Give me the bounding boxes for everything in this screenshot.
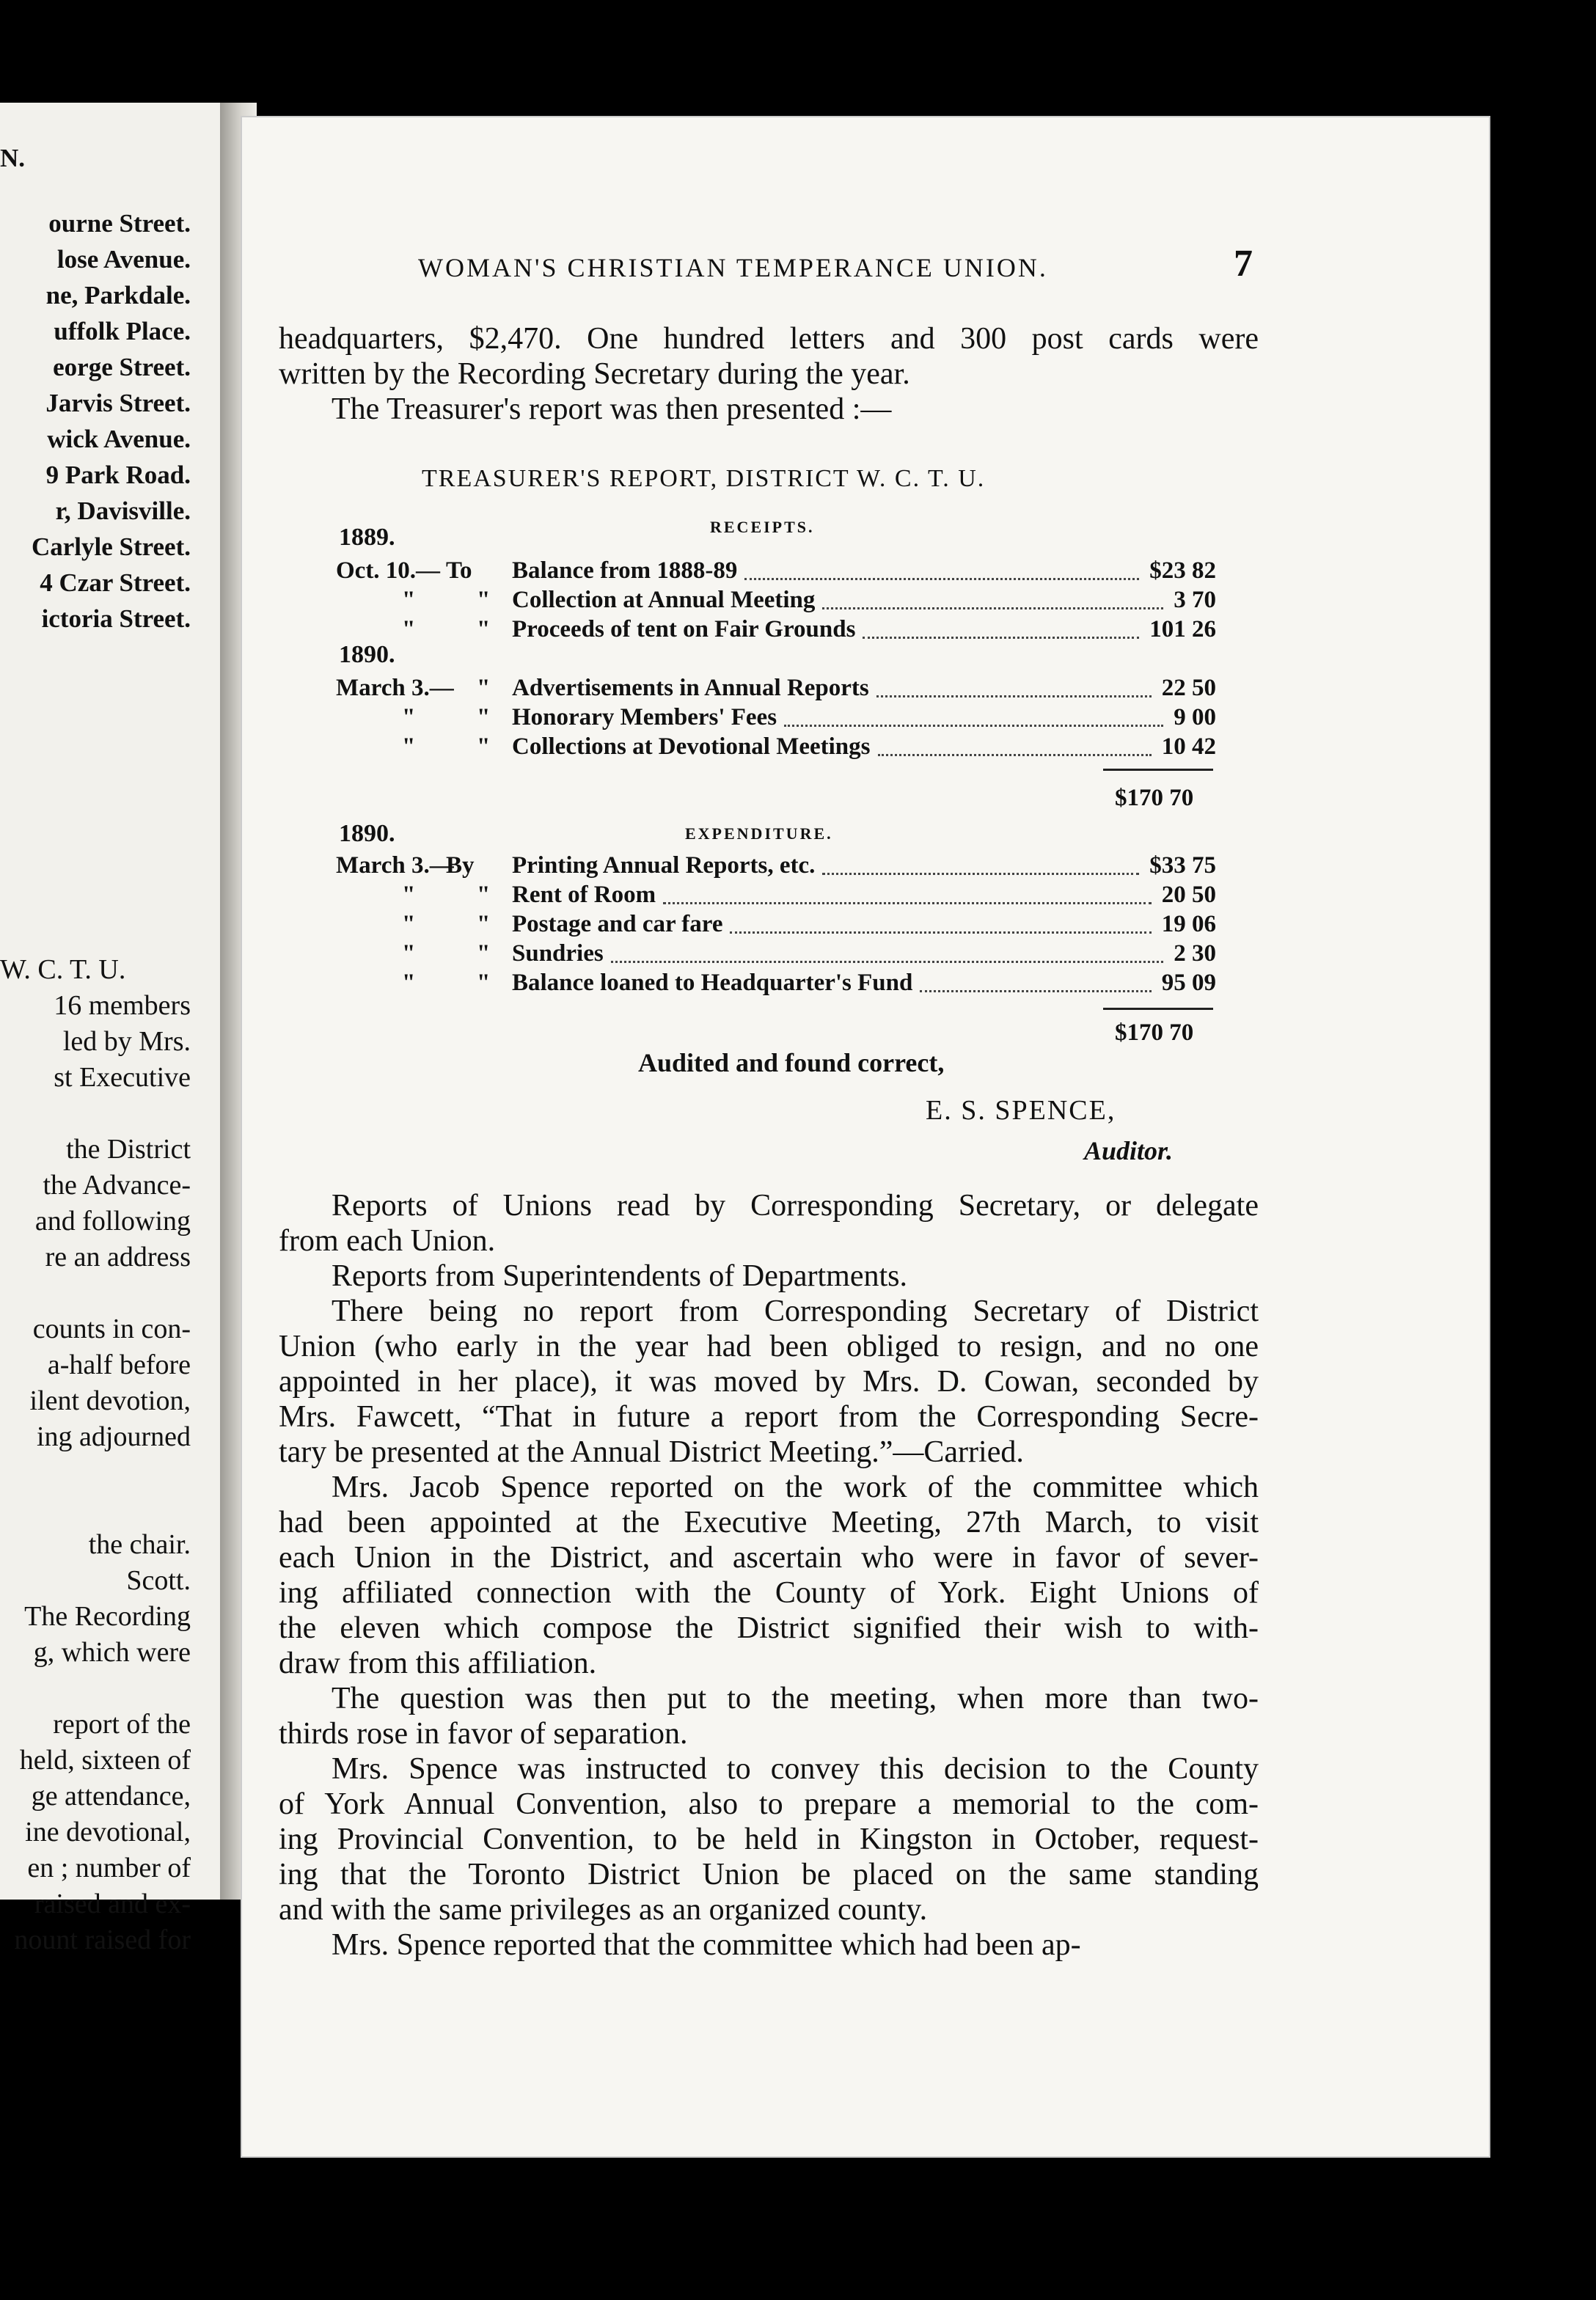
ledger-item: Sundries bbox=[512, 940, 604, 967]
ledger-to: By bbox=[446, 852, 475, 879]
text-line: Reports from Superintendents of Departments. bbox=[332, 1259, 907, 1293]
leader-dots bbox=[863, 637, 1139, 639]
ledger-row bbox=[336, 587, 1216, 616]
ledger-year: 1889. bbox=[339, 524, 395, 551]
text-line: tary be presented at the Annual District Meeting.”—Carried. bbox=[279, 1435, 1024, 1469]
report-title: TREASURER'S REPORT, DISTRICT W. C. T. U. bbox=[422, 465, 986, 492]
left-page-line: 16 members bbox=[54, 990, 191, 1021]
ledger-date: Oct. 10.— bbox=[336, 557, 441, 584]
ledger-row bbox=[336, 970, 1216, 999]
text-line: ing affiliated connection with the County of York. Eight Unions of bbox=[279, 1576, 1259, 1610]
leader-dots bbox=[730, 931, 1152, 934]
ledger-amount: 9 00 bbox=[1174, 704, 1216, 730]
text-line: and with the same privileges as an organized county. bbox=[279, 1893, 928, 1927]
left-page-line: led by Mrs. bbox=[62, 1026, 191, 1057]
left-page-line: nount raised for bbox=[14, 1924, 191, 1955]
text-line: appointed in her place), it was moved by Mrs. D. Cowan, seconded by bbox=[279, 1365, 1259, 1399]
leader-dots bbox=[663, 902, 1152, 904]
left-page-line: ne, Parkdale. bbox=[45, 281, 191, 310]
ledger-date: " bbox=[402, 587, 416, 613]
left-page-line: held, sixteen of bbox=[19, 1745, 191, 1776]
ledger-row bbox=[336, 911, 1216, 940]
text-line: Mrs. Fawcett, “That in future a report from the Corresponding Secre- bbox=[279, 1400, 1259, 1434]
ledger-row bbox=[336, 675, 1216, 704]
ledger-item: Collection at Annual Meeting bbox=[512, 587, 816, 613]
left-page-line: the District bbox=[66, 1134, 191, 1165]
left-page-line: 9 Park Road. bbox=[45, 461, 191, 489]
ledger-date: " bbox=[402, 911, 416, 937]
text-line: written by the Recording Secretary during the year. bbox=[279, 357, 910, 391]
left-page-line: Carlyle Street. bbox=[31, 532, 191, 561]
leader-dots bbox=[744, 578, 1139, 580]
ledger-item: Proceeds of tent on Fair Grounds bbox=[512, 616, 856, 642]
expenditure-heading: EXPENDITURE. bbox=[685, 824, 833, 843]
left-page-line: ine devotional, bbox=[25, 1817, 191, 1847]
text-line: Union (who early in the year had been obliged to resign, and no one bbox=[279, 1330, 1259, 1363]
text-line: headquarters, $2,470. One hundred letters and 300 post cards were bbox=[279, 322, 1259, 356]
leader-dots bbox=[611, 961, 1163, 963]
ledger-to: " bbox=[477, 675, 491, 701]
ledger-year: 1890. bbox=[339, 641, 395, 668]
audited-note: Audited and found correct, bbox=[638, 1048, 945, 1077]
left-page-line: Scott. bbox=[126, 1565, 191, 1596]
text-line: Mrs. Spence was instructed to convey this decision to the County bbox=[332, 1752, 1259, 1786]
ledger-amount: 20 50 bbox=[1161, 882, 1216, 908]
text-line: The question was then put to the meeting, when more than two- bbox=[332, 1682, 1259, 1715]
left-page-line: W. C. T. U. bbox=[0, 954, 126, 985]
auditor-name: E. S. SPENCE, bbox=[926, 1095, 1116, 1126]
left-page-line: r, Davisville. bbox=[55, 497, 191, 525]
left-page-line: ge attendance, bbox=[31, 1781, 191, 1812]
text-line: the eleven which compose the District signified their wish to with- bbox=[279, 1611, 1259, 1645]
text-line: There being no report from Corresponding Secretary of District bbox=[332, 1294, 1259, 1328]
left-page-line: N. bbox=[0, 144, 26, 172]
auditor-title: Auditor. bbox=[1084, 1136, 1174, 1165]
ledger-date: March 3.— bbox=[336, 852, 454, 879]
ledger-date: " bbox=[402, 882, 416, 908]
leader-dots bbox=[878, 754, 1152, 756]
text-line: ing Provincial Convention, to be held in Kingston in October, request- bbox=[279, 1823, 1259, 1856]
left-page-line: a-half before bbox=[47, 1349, 191, 1380]
ledger-row bbox=[336, 557, 1216, 587]
left-page-line: ictoria Street. bbox=[41, 604, 191, 633]
ledger-to: To bbox=[446, 557, 472, 584]
page-number: 7 bbox=[1234, 243, 1253, 285]
leader-dots bbox=[920, 990, 1152, 992]
left-page-line: ilent devotion, bbox=[29, 1385, 191, 1416]
expenditure-total: $170 70 bbox=[1115, 1019, 1194, 1046]
ledger-date: " bbox=[402, 704, 416, 730]
left-page-line: the Advance- bbox=[43, 1170, 191, 1201]
ledger-amount: $23 82 bbox=[1149, 557, 1216, 584]
ledger-to: " bbox=[477, 733, 491, 760]
ledger-item: Honorary Members' Fees bbox=[512, 704, 777, 730]
ledger-amount: 10 42 bbox=[1161, 733, 1216, 760]
ledger-amount: 22 50 bbox=[1161, 675, 1216, 701]
ledger-item: Balance from 1888-89 bbox=[512, 557, 738, 584]
left-page-line: lose Avenue. bbox=[56, 245, 191, 274]
left-page-line: ing adjourned bbox=[36, 1421, 191, 1452]
ledger-item: Printing Annual Reports, etc. bbox=[512, 852, 816, 879]
ledger-amount: $33 75 bbox=[1149, 852, 1216, 879]
body-text bbox=[279, 1188, 1259, 1963]
ledger-year: 1890. bbox=[339, 820, 395, 847]
ledger-date: " bbox=[402, 970, 416, 996]
ledger-item: Balance loaned to Headquarter's Fund bbox=[512, 970, 913, 996]
left-page-line: counts in con- bbox=[32, 1314, 191, 1344]
left-page-line: g, which were bbox=[33, 1637, 191, 1668]
ledger-row bbox=[336, 852, 1216, 882]
text-line: of York Annual Convention, also to prepare a memorial to the com- bbox=[279, 1787, 1259, 1821]
ledger-date: March 3.— bbox=[336, 675, 454, 701]
left-page-line: and following bbox=[34, 1206, 191, 1237]
ledger-to: " bbox=[477, 616, 491, 642]
ledger-amount: 3 70 bbox=[1174, 587, 1216, 613]
left-facing-page bbox=[0, 103, 233, 1955]
ledger-item: Collections at Devotional Meetings bbox=[512, 733, 871, 760]
ledger-date: " bbox=[402, 616, 416, 642]
ledger-row bbox=[336, 704, 1216, 733]
text-line: Mrs. Spence reported that the committee which had been ap- bbox=[332, 1928, 1081, 1962]
ledger-row bbox=[336, 616, 1216, 645]
total-rule bbox=[1103, 769, 1213, 771]
left-page-line: uffolk Place. bbox=[54, 317, 191, 345]
left-page-line: wick Avenue. bbox=[47, 425, 191, 453]
left-page-line: raised and ex- bbox=[34, 1889, 191, 1919]
running-title: WOMAN'S CHRISTIAN TEMPERANCE UNION. bbox=[418, 253, 1048, 282]
text-line: had been appointed at the Executive Meeting, 27th March, to visit bbox=[279, 1506, 1259, 1539]
text-line: ing that the Toronto District Union be placed on the same standing bbox=[279, 1858, 1259, 1891]
left-page-line: the chair. bbox=[88, 1529, 191, 1560]
text-line: The Treasurer's report was then presented :— bbox=[332, 392, 892, 426]
ledger-row bbox=[336, 940, 1216, 970]
leader-dots bbox=[822, 873, 1139, 875]
left-page-line: re an address bbox=[45, 1242, 191, 1272]
left-page-line: ourne Street. bbox=[48, 209, 191, 238]
ledger-row bbox=[336, 882, 1216, 911]
ledger-to: " bbox=[477, 911, 491, 937]
receipts-total: $170 70 bbox=[1115, 785, 1194, 811]
text-line: Reports of Unions read by Corresponding Secretary, or delegate bbox=[332, 1189, 1259, 1223]
left-page-line: eorge Street. bbox=[53, 353, 191, 381]
ledger-to: " bbox=[477, 970, 491, 996]
ledger-row bbox=[336, 733, 1216, 763]
ledger-amount: 19 06 bbox=[1161, 911, 1216, 937]
ledger-amount: 2 30 bbox=[1174, 940, 1216, 967]
leader-dots bbox=[876, 695, 1152, 697]
ledger-to: " bbox=[477, 704, 491, 730]
text-line: each Union in the District, and ascertain who were in favor of sever- bbox=[279, 1541, 1259, 1575]
ledger-to: " bbox=[477, 587, 491, 613]
ledger-amount: 101 26 bbox=[1149, 616, 1216, 642]
ledger-item: Advertisements in Annual Reports bbox=[512, 675, 869, 701]
ledger-item: Postage and car fare bbox=[512, 911, 723, 937]
text-line: from each Union. bbox=[279, 1224, 496, 1258]
receipts-heading: RECEIPTS. bbox=[710, 518, 815, 536]
left-page-line: en ; number of bbox=[27, 1853, 191, 1883]
text-line: Mrs. Jacob Spence reported on the work of the committee which bbox=[332, 1471, 1259, 1504]
ledger-to: " bbox=[477, 882, 491, 908]
text-line: thirds rose in favor of separation. bbox=[279, 1717, 688, 1751]
leader-dots bbox=[784, 725, 1163, 727]
ledger-amount: 95 09 bbox=[1161, 970, 1216, 996]
text-line: draw from this affiliation. bbox=[279, 1647, 597, 1680]
left-page-line: st Executive bbox=[54, 1062, 191, 1093]
leader-dots bbox=[822, 607, 1163, 609]
intro-paragraph bbox=[279, 321, 1259, 427]
left-page-line: report of the bbox=[53, 1709, 191, 1740]
ledger-date: " bbox=[402, 940, 416, 967]
left-page-line: 4 Czar Street. bbox=[40, 568, 191, 597]
ledger-to: " bbox=[477, 940, 491, 967]
ledger-date: " bbox=[402, 733, 416, 760]
left-page-line: The Recording bbox=[24, 1601, 191, 1632]
left-page-line: Jarvis Street. bbox=[45, 389, 191, 417]
ledger-item: Rent of Room bbox=[512, 882, 656, 908]
total-rule bbox=[1103, 1008, 1213, 1010]
